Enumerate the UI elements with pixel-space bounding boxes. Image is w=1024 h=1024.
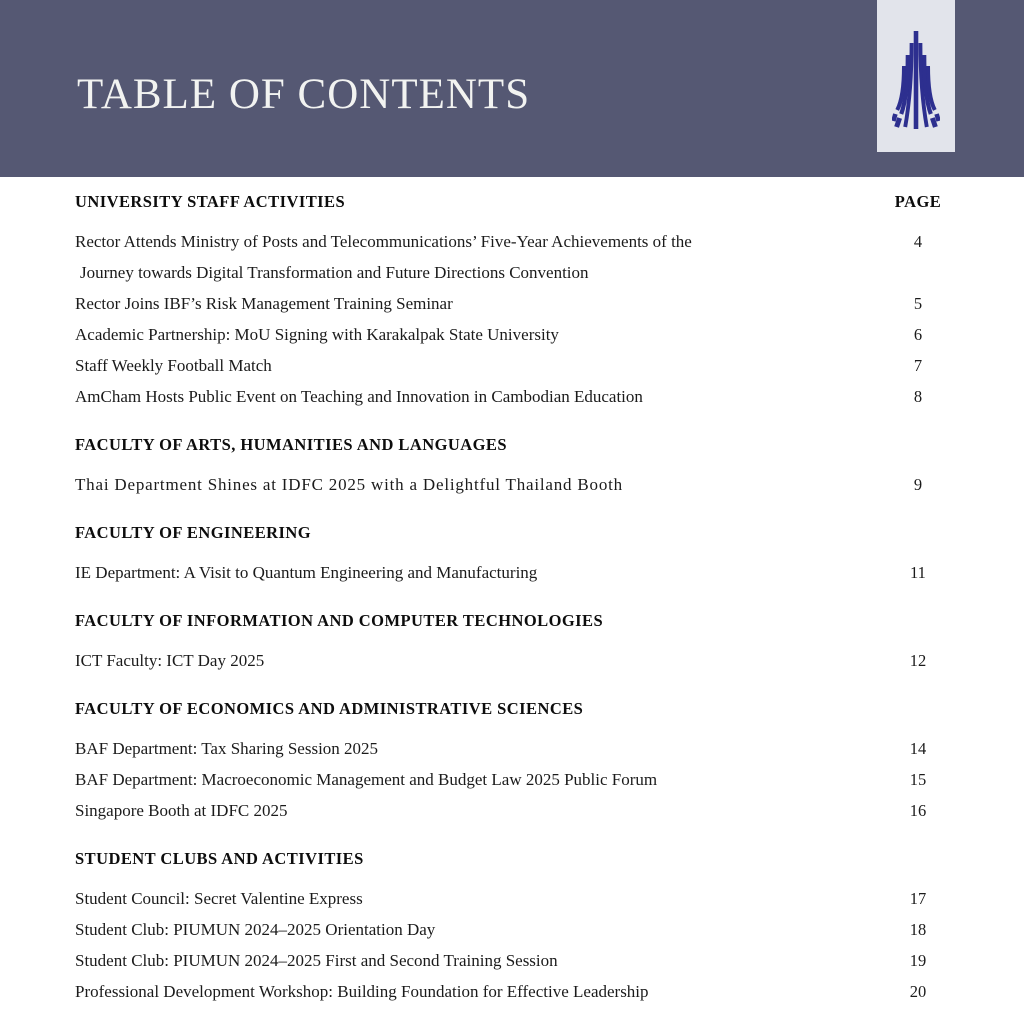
section-title: FACULTY OF INFORMATION AND COMPUTER TECHNOLOGIES xyxy=(75,610,604,630)
toc-entry xyxy=(75,381,943,412)
section-header-row xyxy=(75,605,943,636)
header-band xyxy=(0,0,1024,177)
toc-entry-title: BAF Department: Macroeconomic Management and Budget Law 2025 Public Forum xyxy=(75,769,658,789)
toc-entry-page: 20 xyxy=(909,981,927,1001)
toc-entry xyxy=(75,350,943,381)
toc-entry-title: Rector Attends Ministry of Posts and Telecommunications’ Five-Year Achievements of the xyxy=(75,231,692,251)
toc-entry-title: Rector Joins IBF’s Risk Management Training Seminar xyxy=(75,293,453,313)
toc-section-faculty-economics xyxy=(75,693,943,826)
logo-box xyxy=(877,0,955,152)
toc-entry xyxy=(75,883,943,914)
toc-entry-page: 14 xyxy=(909,738,927,758)
section-header-row xyxy=(75,517,943,548)
page-column-label: PAGE xyxy=(894,191,942,211)
toc-entry xyxy=(75,469,943,500)
table-of-contents xyxy=(0,177,1024,1007)
toc-entry-title: Student Club: PIUMUN 2024–2025 Orientation Day xyxy=(75,919,436,939)
toc-entry-page: 4 xyxy=(913,231,923,251)
university-spire-logo-icon xyxy=(892,0,940,133)
toc-entry xyxy=(75,319,943,350)
toc-entry xyxy=(75,945,943,976)
toc-entry-page: 16 xyxy=(909,800,927,820)
section-title: FACULTY OF ENGINEERING xyxy=(75,522,312,542)
toc-entry xyxy=(75,645,943,676)
toc-entry xyxy=(75,288,943,319)
toc-entry-title: IE Department: A Visit to Quantum Engineering and Manufacturing xyxy=(75,562,538,582)
toc-entry-page: 5 xyxy=(913,293,923,313)
toc-entry-page: 11 xyxy=(910,562,926,582)
section-title: FACULTY OF ECONOMICS AND ADMINISTRATIVE SCIENCES xyxy=(75,698,584,718)
section-header-row xyxy=(75,429,943,460)
toc-entry-title-line2: Journey towards Digital Transformation and Future Directions Convention xyxy=(80,262,589,282)
toc-entry-page: 17 xyxy=(909,888,927,908)
toc-entry xyxy=(75,795,943,826)
toc-section-student-clubs xyxy=(75,843,943,1007)
toc-entry-title: Thai Department Shines at IDFC 2025 with a Delightful Thailand Booth xyxy=(75,474,623,494)
toc-entry-page: 7 xyxy=(913,355,923,375)
section-header-row xyxy=(75,186,943,217)
toc-section-university-staff-activities xyxy=(75,186,943,412)
toc-entry-title: Professional Development Workshop: Building Foundation for Effective Leadership xyxy=(75,981,649,1001)
toc-entry-title: Academic Partnership: MoU Signing with Karakalpak State University xyxy=(75,324,559,344)
toc-entry-title: AmCham Hosts Public Event on Teaching and Innovation in Cambodian Education xyxy=(75,386,643,406)
toc-entry-title: ICT Faculty: ICT Day 2025 xyxy=(75,650,265,670)
section-title: UNIVERSITY STAFF ACTIVITIES xyxy=(75,191,346,211)
toc-entry xyxy=(75,976,943,1007)
section-title: STUDENT CLUBS AND ACTIVITIES xyxy=(75,848,364,868)
toc-entry-page: 8 xyxy=(913,386,923,406)
toc-entry-title: Student Council: Secret Valentine Express xyxy=(75,888,363,908)
toc-entry-title: Student Club: PIUMUN 2024–2025 First and Second Training Session xyxy=(75,950,558,970)
toc-entry-title: Singapore Booth at IDFC 2025 xyxy=(75,800,288,820)
toc-section-faculty-ict xyxy=(75,605,943,676)
toc-entry-page: 15 xyxy=(909,769,927,789)
toc-entry xyxy=(75,764,943,795)
toc-entry-page: 19 xyxy=(909,950,927,970)
section-header-row xyxy=(75,693,943,724)
toc-entry-page: 18 xyxy=(909,919,927,939)
toc-entry xyxy=(75,733,943,764)
toc-entry-title: BAF Department: Tax Sharing Session 2025 xyxy=(75,738,379,758)
toc-entry-page: 12 xyxy=(909,650,927,670)
toc-section-faculty-arts-humanities-languages xyxy=(75,429,943,500)
toc-section-faculty-engineering xyxy=(75,517,943,588)
toc-entry-continuation xyxy=(75,257,943,288)
toc-entry-page: 9 xyxy=(913,474,923,494)
section-title: FACULTY OF ARTS, HUMANITIES AND LANGUAGES xyxy=(75,434,507,454)
toc-entry-title: Staff Weekly Football Match xyxy=(75,355,272,375)
toc-entry xyxy=(75,914,943,945)
toc-entry xyxy=(75,557,943,588)
toc-entry xyxy=(75,226,943,257)
toc-entry-page: 6 xyxy=(913,324,923,344)
page-title: TABLE OF CONTENTS xyxy=(77,71,531,118)
section-header-row xyxy=(75,843,943,874)
